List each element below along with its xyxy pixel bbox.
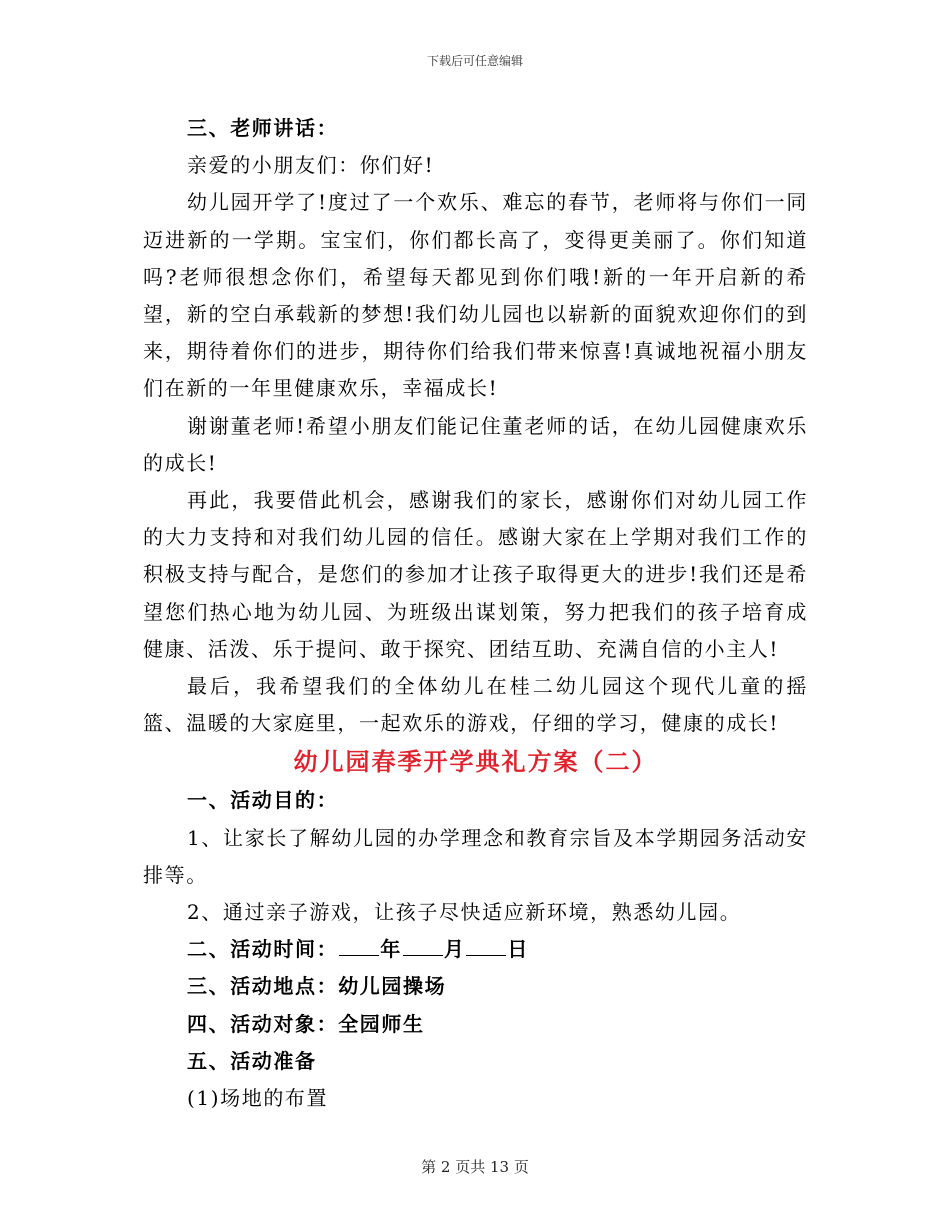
- day-unit: 日: [507, 937, 530, 962]
- purpose-item-2: 2、通过亲子游戏，让孩子尽快适应新环境，熟悉幼儿园。: [187, 900, 742, 925]
- month-blank: [403, 935, 443, 956]
- year-unit: 年: [380, 937, 402, 962]
- section-title: 幼儿园春季开学典礼方案（二）: [293, 747, 658, 777]
- month-unit: 月: [443, 937, 466, 962]
- year-blank: [339, 935, 379, 956]
- activity-location-heading: 三、活动地点：幼儿园操场: [187, 974, 447, 999]
- activity-audience-heading: 四、活动对象：全园师生: [187, 1011, 425, 1036]
- page-number: 第 2 页共 13 页: [421, 1158, 529, 1176]
- teacher-speech-heading: 三、老师讲话：: [187, 116, 339, 140]
- speech-paragraph-2: 谢谢董老师!希望小朋友们能记住董老师的话，在幼儿园健康欢乐的成长!: [143, 413, 808, 475]
- day-blank: [466, 935, 506, 956]
- activity-purpose-heading: 一、活动目的：: [187, 788, 339, 813]
- activity-time-label: 二、活动时间：: [187, 937, 339, 962]
- header-note: 下载后可任意编辑: [426, 54, 523, 68]
- activity-preparation-heading: 五、活动准备: [187, 1048, 317, 1073]
- preparation-item-1: (1)场地的布置: [187, 1086, 329, 1111]
- speech-paragraph-1: 幼儿园开学了!度过了一个欢乐、难忘的春节，老师将与你们一同迈进新的一学期。宝宝们，你们都长高了，变得更美丽了。你们知道吗?老师很想念你们，希望每天都见到你们哦!新的一年开启新的希望，新的空白承载新的梦想!我们幼儿园也以崭新的面貌欢迎你们的到来，期待着你们的进步，期待你们给我们带来惊喜!真诚地祝福小朋友们在新的一年里健康欢乐，幸福成长!: [143, 190, 808, 401]
- speech-paragraph-3: 再此，我要借此机会，感谢我们的家长，感谢你们对幼儿园工作的大力支持和对我们幼儿园的信任。感谢大家在上学期对我们工作的积极支持与配合，是您们的参加才让孩子取得更大的进步!我们还是希望您们热心地为幼儿园、为班级出谋划策，努力把我们的孩子培育成健康、活泼、乐于提问、敢于探究、团结互助、充满自信的小主人!: [143, 488, 808, 661]
- speech-paragraph-4: 最后，我希望我们的全体幼儿在桂二幼儿园这个现代儿童的摇篮、温暖的大家庭里，一起欢乐的游戏，仔细的学习，健康的成长!: [143, 674, 808, 736]
- document-body: [143, 110, 808, 1117]
- purpose-item-1: 1、让家长了解幼儿园的办学理念和教育宗旨及本学期园务活动安排等。: [143, 825, 808, 887]
- activity-time-line: [143, 931, 808, 968]
- greeting-paragraph: 亲爱的小朋友们：你们好!: [187, 153, 435, 178]
